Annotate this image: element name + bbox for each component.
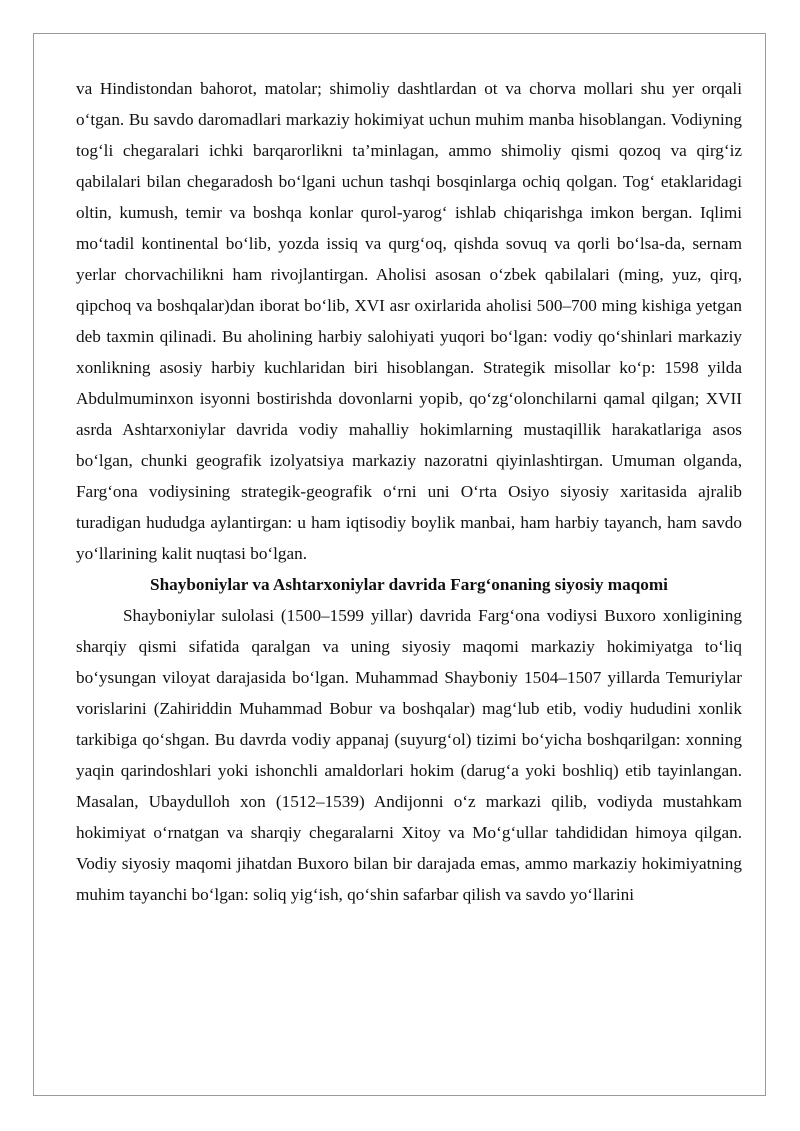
paragraph-continued: va Hindistondan bahorot, matolar; shimoliy dashtlardan ot va chorva mollari shu yer orqali o‘tgan. Bu savdo daromadlari markaziy hokimiyat uchun muhim manba hisoblangan. Vodiyning tog‘li chegaralari ichki barqarorlikni ta’minlagan, ammo shimoliy qismi qozoq va qirg‘iz qabilalari bilan chegaradosh bo‘lgani uchun tashqi bosqinlarga ochiq qolgan. Tog‘ etaklaridagi oltin, kumush, temir va boshqa konlar qurol-yarog‘ ishlab chiqarishga imkon bergan. Iqlimi mo‘tadil kontinental bo‘lib, yozda issiq va qurg‘oq, qishda sovuq va qorli bo‘lsa-da, sernam yerlar chorvachilikni ham rivojlantirgan. Aholisi asosan o‘zbek qabilalari (ming, yuz, qirq, qipchoq va boshqalar)dan iborat bo‘lib, XVI asr oxirlarida aholisi 500–700 ming kishiga yetgan deb taxmin qilinadi. Bu aholining harbiy salohiyati yuqori bo‘lgan: vodiy qo‘shinlari markaziy xonlikning asosiy harbiy kuchlaridan biri hisoblangan. Strategik misollar ko‘p: 1598 yilda Abdulmuminxon isyonni bostirishda dovonlarni yopib, qo‘zg‘olonchilarni qamal qilgan; XVII asrda Ashtarxoniylar davrida vodiy mahalliy hokimlarning mustaqillik harakatlariga asos bo‘lgan, chunki geografik izolyatsiya markaziy nazoratni qiyinlashtirgan. Umuman olganda, Farg‘ona vodiysining strategik-geografik o‘rni uni O‘rta Osiyo siyosiy xaritasida ajralib turadigan hududga aylantirgan: u ham iqtisodiy boylik manbai, ham harbiy tayanch, ham savdo yo‘llarining kalit nuqtasi bo‘lgan.	[76, 79, 742, 563]
paragraph: Shayboniylar sulolasi (1500–1599 yillar) davrida Farg‘ona vodiysi Buxoro xonligining sharqiy qismi sifatida qaralgan va uning siyosiy maqomi markaziy hokimiyatga to‘liq bo‘ysungan viloyat darajasida bo‘lgan. Muhammad Shayboniy 1504–1507 yillarda Temuriylar vorislarini (Zahiriddin Muhammad Bobur va boshqalar) mag‘lub etib, vodiy hududini xonlik tarkibiga qo‘shgan. Bu davrda vodiy appanaj (suyurg‘ol) tizimi bo‘yicha boshqarilgan: xonning yaqin qarindoshlari yoki ishonchli amaldorlari hokim (darug‘a yoki boshliq) etib tayinlangan. Masalan, Ubaydulloh xon (1512–1539) Andijonni o‘z markazi qilib, vodiyda mustahkam hokimiyat o‘rnatgan va sharqiy chegaralarni Xitoy va Mo‘g‘ullar tahdididan himoya qilgan. Vodiy siyosiy maqomi jihatdan Buxoro bilan bir darajada emas, ammo markaziy hokimiyatning muhim tayanchi bo‘lgan: soliq yig‘ish, qo‘shin safarbar qilish va savdo yo‘llarini	[76, 606, 742, 904]
document-body	[76, 73, 742, 910]
section-heading: Shayboniylar va Ashtarxoniylar davrida Farg‘onaning siyosiy maqomi	[150, 575, 668, 594]
